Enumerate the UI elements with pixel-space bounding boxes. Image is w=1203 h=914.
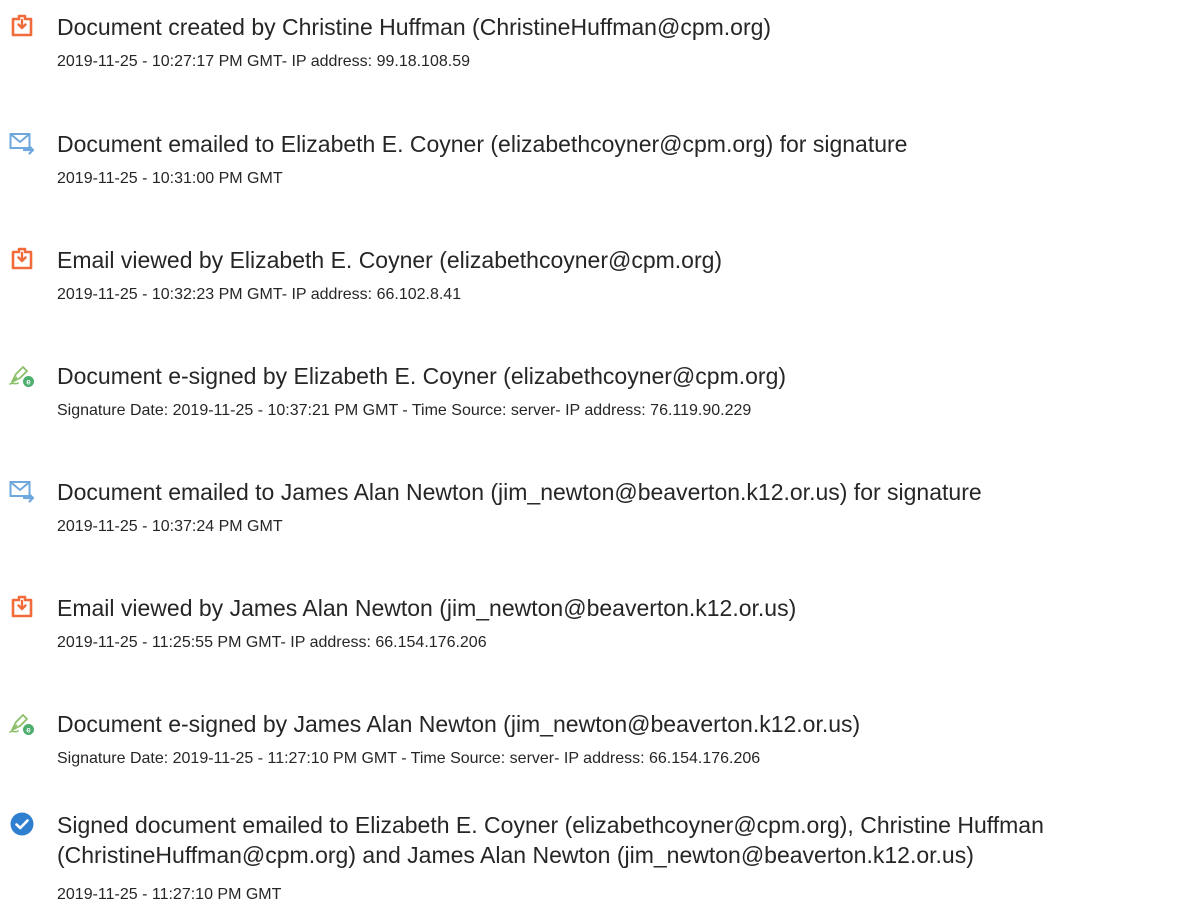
- email-viewed-icon: [9, 594, 35, 620]
- event-title: Document emailed to James Alan Newton (jim_newton@beaverton.k12.or.us) for signature: [57, 479, 982, 505]
- event-title: Document e-signed by Elizabeth E. Coyner (elizabethcoyner@cpm.org): [57, 363, 787, 389]
- check-circle-icon: [9, 811, 35, 837]
- svg-text:e: e: [26, 725, 31, 735]
- document-created-icon: [9, 13, 35, 39]
- e-sign-pen-icon: [9, 710, 35, 736]
- event-details: 2019-11-25 - 10:27:17 PM GMT- IP address: 99.18.108.59: [57, 53, 470, 70]
- event-title: Email viewed by James Alan Newton (jim_newton@beaverton.k12.or.us): [57, 595, 797, 621]
- event-title: Email viewed by Elizabeth E. Coyner (elizabethcoyner@cpm.org): [57, 247, 723, 273]
- email-sent-icon: [9, 130, 35, 156]
- event-details: 2019-11-25 - 10:32:23 PM GMT- IP address: 66.102.8.41: [57, 286, 462, 303]
- e-sign-pen-icon: [9, 362, 35, 388]
- svg-text:e: e: [26, 377, 31, 387]
- event-title: Document emailed to Elizabeth E. Coyner (elizabethcoyner@cpm.org) for signature: [57, 131, 908, 157]
- event-details: 2019-11-25 - 11:27:10 PM GMT: [57, 886, 282, 903]
- event-details: 2019-11-25 - 10:31:00 PM GMT: [57, 170, 283, 187]
- event-details: 2019-11-25 - 11:25:55 PM GMT- IP address: 66.154.176.206: [57, 634, 487, 651]
- event-details: Signature Date: 2019-11-25 - 11:27:10 PM GMT - Time Source: server- IP address: 66.154.176.206: [57, 750, 761, 767]
- event-title: Document e-signed by James Alan Newton (jim_newton@beaverton.k12.or.us): [57, 711, 861, 737]
- event-details: Signature Date: 2019-11-25 - 10:37:21 PM GMT - Time Source: server- IP address: 76.119.90.229: [57, 402, 752, 419]
- event-details: 2019-11-25 - 10:37:24 PM GMT: [57, 518, 283, 535]
- event-title: Signed document emailed to Elizabeth E. Coyner (elizabethcoyner@cpm.org), Christine Huffman (ChristineHuffman@cpm.org) and James Alan Newton (jim_newton@beaverton.k12.or.us): [57, 812, 1044, 868]
- event-title: Document created by Christine Huffman (ChristineHuffman@cpm.org): [57, 14, 772, 40]
- email-sent-icon: [9, 478, 35, 504]
- email-viewed-icon: [9, 246, 35, 272]
